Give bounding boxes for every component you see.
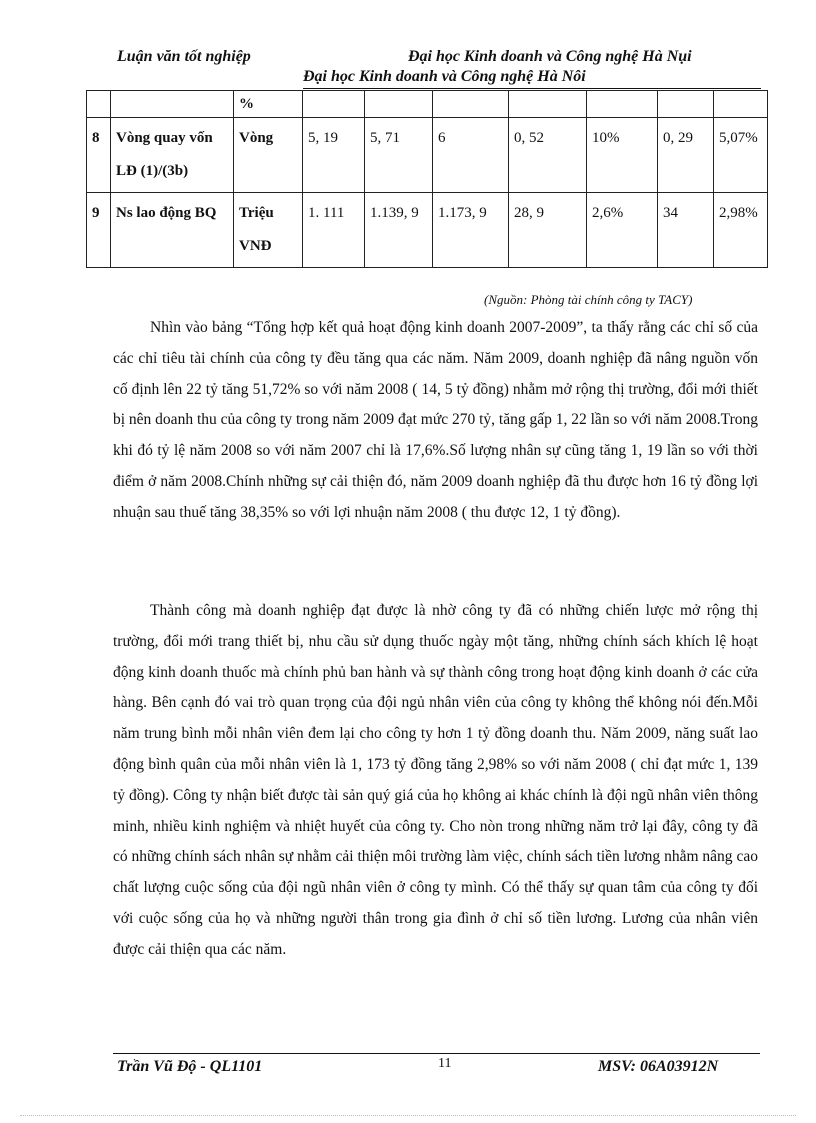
footer-student-id: MSV: 06A03912N xyxy=(598,1058,719,1075)
cell-pct-2 xyxy=(714,91,768,118)
cell-2007: 5, 19 xyxy=(303,118,365,193)
table-row xyxy=(87,193,768,268)
cell-2009: 1.173, 9 xyxy=(433,193,509,268)
header-thesis-title: Luận văn tốt nghiệp xyxy=(117,48,251,65)
cell-no: 9 xyxy=(87,193,111,268)
cell-diff-2: 34 xyxy=(658,193,714,268)
cell-indicator xyxy=(111,91,234,118)
footer-rule xyxy=(113,1053,760,1054)
cell-2009 xyxy=(433,91,509,118)
cell-no: 8 xyxy=(87,118,111,193)
cell-pct-1: 10% xyxy=(587,118,658,193)
cell-unit: Triệu VNĐ xyxy=(234,193,303,268)
header-university: Đại học Kinh doanh và Công nghệ Hà Nụi xyxy=(408,48,692,65)
cell-2008 xyxy=(365,91,433,118)
cell-diff-1: 28, 9 xyxy=(509,193,587,268)
cell-indicator: Vòng quay vốn LĐ (1)/(3b) xyxy=(111,118,234,193)
cell-2008: 1.139, 9 xyxy=(365,193,433,268)
cell-diff-2 xyxy=(658,91,714,118)
paragraph-2: Thành công mà doanh nghiệp đạt được là nhờ công ty đã có những chiến lược mở rộng thị trường, đổi mới trang thiết bị, nhu cầu sử dụng thuốc ngày một tăng, những chính sách khích lệ hoạt động kinh doanh thuốc mà chính phủ ban hành và sự thành công trong hoạt động kinh doanh ở các cửa hàng. Bên cạnh đó vai trò quan trọng của đội ngủ nhân viên của công ty không thể không nói đến.Mỗi năm trung bình mỗi nhân viên đem lại cho công ty hơn 1 tỷ đồng doanh thu. Năm 2009, năng suất lao động bình quân của mỗi nhân viên là 1, 173 tỷ đồng tăng 2,98% so với năm 2008 ( chỉ đạt mức 1, 139 tỷ đồng). Công ty nhận biết được tài sản quý giá của họ không ai khác chính là đội ngũ nhân viên thông minh, nhiều kinh nghiệm và nhiệt huyết của công ty. Cho nòn trong những năm trở lại đây, công ty đã có những chính sách nhân sự nhằm cải thiện môi trường làm việc, chính sách tiền lương nhằm nâng cao chất lượng cuộc sống của đội ngũ nhân viên ở công ty mình. Có thể thấy sự quan tâm của công ty đối với cuộc sống của họ và những người thân trong gia đình ở chỉ số tiền lương. Lương của nhân viên được cải thiện qua các năm. xyxy=(113,602,758,958)
cell-no xyxy=(87,91,111,118)
cell-pct-2: 5,07% xyxy=(714,118,768,193)
cell-pct-1 xyxy=(587,91,658,118)
cell-2008: 5, 71 xyxy=(365,118,433,193)
header-underline xyxy=(303,88,761,89)
cell-2007 xyxy=(303,91,365,118)
cell-pct-1: 2,6% xyxy=(587,193,658,268)
cell-unit: Vòng xyxy=(234,118,303,193)
cell-2007: 1. 111 xyxy=(303,193,365,268)
cell-unit: % xyxy=(234,91,303,118)
page-edge-divider xyxy=(20,1115,796,1116)
financial-indicators-table xyxy=(86,90,768,268)
paragraph-1: Nhìn vào bảng “Tổng hợp kết quả hoạt động kinh doanh 2007-2009”, ta thấy rằng các chỉ số của các chỉ tiêu tài chính của công ty đều tăng qua các năm. Năm 2009, doanh nghiệp đã nâng nguồn vốn cố định lên 22 tỷ tăng 51,72% so với năm 2008 ( 14, 5 tỷ đồng) nhằm mở rộng thị trường, đổi mới thiết bị nên doanh thu của công ty trong năm 2009 đạt mức 270 tỷ, tăng gấp 1, 22 lần so với năm 2008.Trong khi đó tỷ lệ năm 2008 so với năm 2007 chỉ là 17,6%.Số lượng nhân sự cũng tăng 1, 19 lần so với thời điểm ở năm 2008.Chính những sự cải thiện đó, năm 2009 doanh nghiệp đã thu được hơn 16 tỷ đồng lợi nhuận sau thuế tăng 38,35% so với lợi nhuận năm 2008 ( thu được 12, 1 tỷ đồng). xyxy=(113,319,758,521)
cell-diff-1: 0, 52 xyxy=(509,118,587,193)
cell-diff-2: 0, 29 xyxy=(658,118,714,193)
table-source-note: (Nguồn: Phòng tài chính công ty TACY) xyxy=(484,292,693,307)
header-university-repeat: Đại học Kinh doanh và Công nghệ Hà Nôi xyxy=(303,68,586,85)
cell-diff-1 xyxy=(509,91,587,118)
table-row xyxy=(87,91,768,118)
page-number: 11 xyxy=(438,1056,452,1071)
footer-author: Trần Vũ Độ - QL1101 xyxy=(117,1058,263,1075)
cell-2009: 6 xyxy=(433,118,509,193)
table-row xyxy=(87,118,768,193)
cell-indicator: Ns lao động BQ xyxy=(111,193,234,268)
cell-pct-2: 2,98% xyxy=(714,193,768,268)
